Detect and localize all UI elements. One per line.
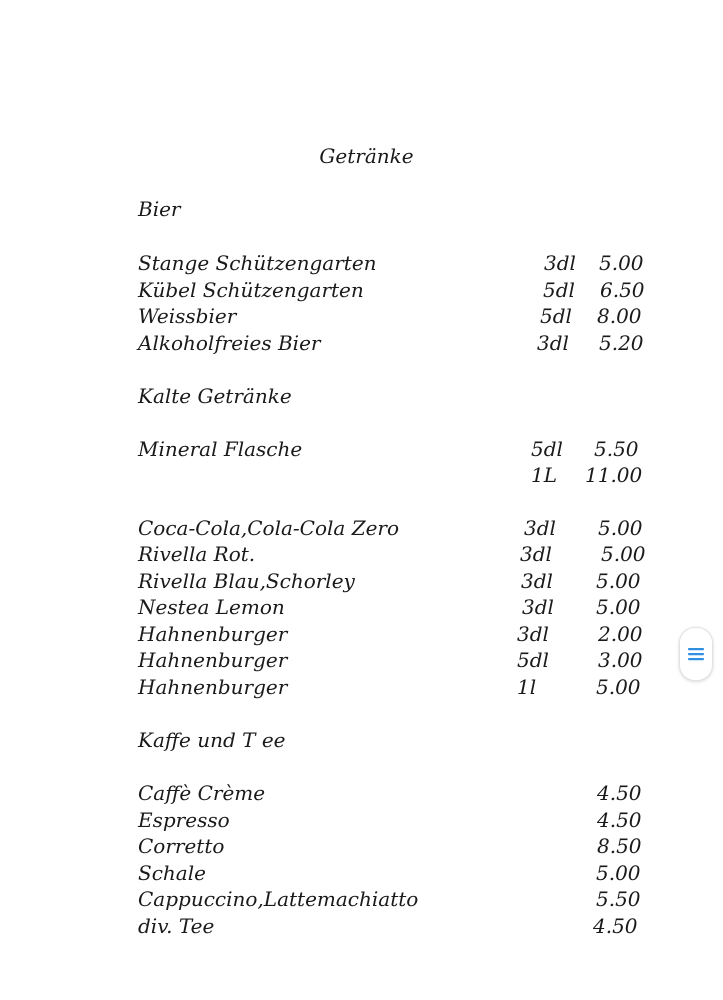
item-size: 1L [531, 463, 558, 487]
item-price: 3.00 [598, 648, 643, 672]
item-price: 5.20 [599, 331, 644, 355]
item-price: 8.00 [597, 304, 642, 328]
item-price: 5.00 [601, 542, 646, 566]
item-name: Espresso [138, 808, 230, 832]
item-price: 5.00 [596, 569, 641, 593]
item-name: Hahnenburger [138, 675, 288, 699]
item-name: Coca-Cola,Cola-Cola Zero [138, 516, 400, 540]
item-name: Stange Schützengarten [138, 251, 377, 275]
item-price: 4.50 [593, 914, 638, 938]
item-price: 4.50 [597, 808, 642, 832]
item-price: 5.00 [598, 516, 643, 540]
section-heading-kaffe-und-tee: Kaffe und T ee [138, 728, 286, 752]
section-heading-kalte-getraenke: Kalte Getränke [138, 384, 292, 408]
item-price: 5.50 [596, 887, 641, 911]
item-size: 3dl [537, 331, 569, 355]
item-price: 5.50 [594, 437, 639, 461]
item-size: 3dl [520, 542, 552, 566]
item-name: div. Tee [138, 914, 215, 938]
item-price: 11.00 [585, 463, 643, 487]
item-price: 5.00 [596, 861, 641, 885]
item-price: 5.00 [596, 675, 641, 699]
item-name: Hahnenburger [138, 648, 288, 672]
item-name: Corretto [138, 834, 225, 858]
item-name: Kübel Schützengarten [138, 278, 364, 302]
item-name: Nestea Lemon [138, 595, 285, 619]
item-size: 3dl [524, 516, 556, 540]
item-price: 4.50 [597, 781, 642, 805]
item-size: 5dl [543, 278, 575, 302]
item-name: Mineral Flasche [138, 437, 303, 461]
item-name: Weissbier [138, 304, 237, 328]
section-heading-bier: Bier [138, 197, 181, 221]
item-price: 8.50 [597, 834, 642, 858]
item-name: Alkoholfreies Bier [138, 331, 321, 355]
item-name: Hahnenburger [138, 622, 288, 646]
item-price: 5.00 [596, 595, 641, 619]
item-size: 1l [517, 675, 537, 699]
item-name: Rivella Rot. [138, 542, 256, 566]
list-menu-icon [687, 646, 705, 662]
item-size: 5dl [517, 648, 549, 672]
item-size: 5dl [540, 304, 572, 328]
item-name: Cappuccino,Lattemachiatto [138, 887, 419, 911]
item-name: Schale [138, 861, 206, 885]
menu-title: Getränke [319, 144, 414, 168]
item-size: 5dl [531, 437, 563, 461]
item-name: Rivella Blau,Schorley [138, 569, 355, 593]
item-price: 6.50 [600, 278, 645, 302]
outline-menu-button[interactable] [679, 627, 713, 681]
item-size: 3dl [517, 622, 549, 646]
item-name: Caffè Crème [138, 781, 266, 805]
item-size: 3dl [521, 569, 553, 593]
item-size: 3dl [544, 251, 576, 275]
item-price: 2.00 [598, 622, 643, 646]
item-price: 5.00 [599, 251, 644, 275]
item-size: 3dl [522, 595, 554, 619]
